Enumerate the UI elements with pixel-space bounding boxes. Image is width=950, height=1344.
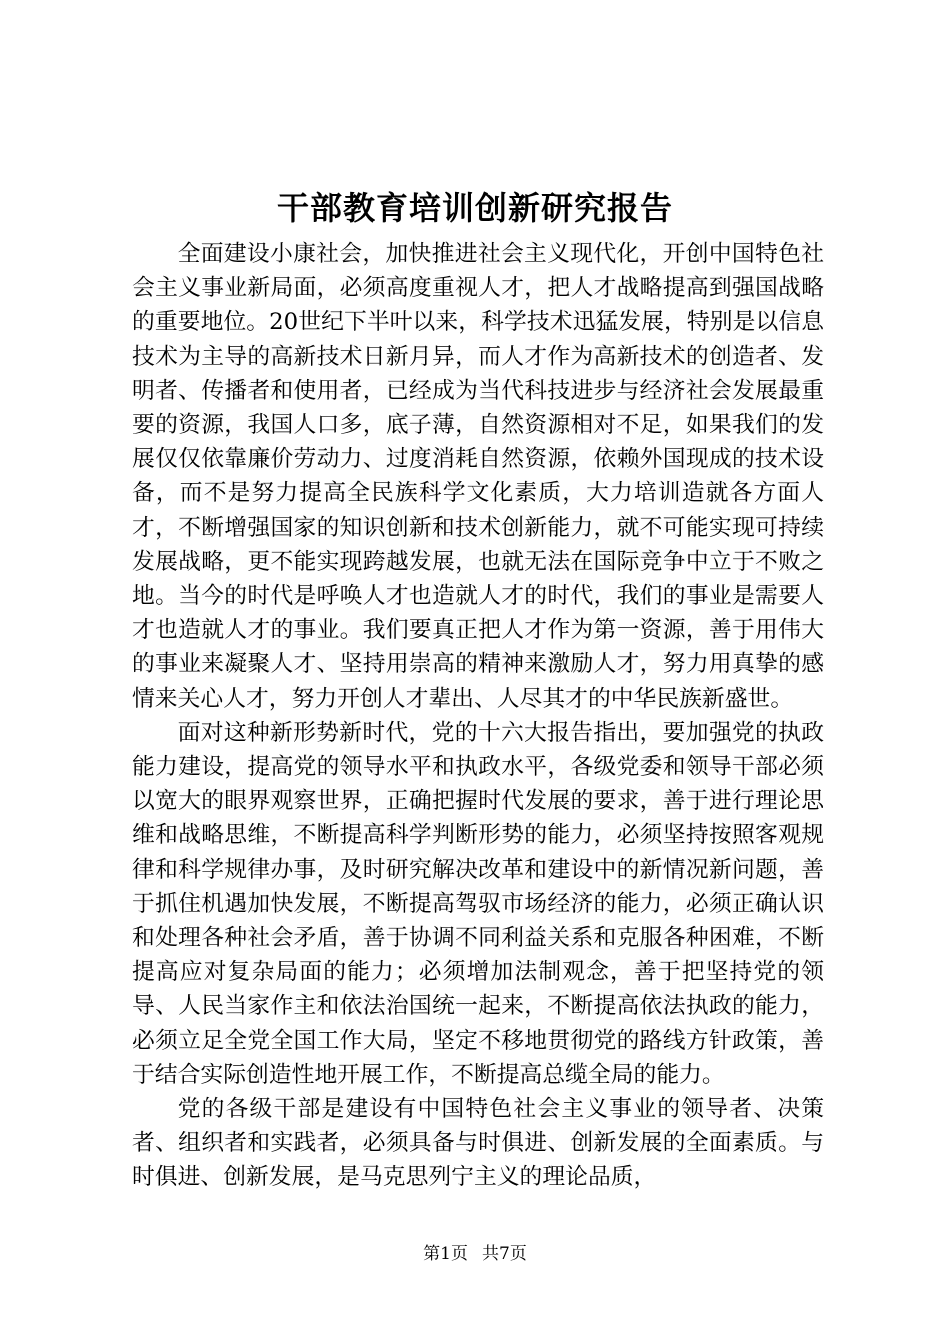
paragraph-1: 全面建设小康社会，加快推进社会主义现代化，开创中国特色社会主义事业新局面，必须高度重视人才，把人才战略提高到强国战略的重要地位。20世纪下半叶以来，科学技术迅猛发展，特别是以信息技术为主导的高新技术日新月异，而人才作为高新技术的创造者、发明者、传播者和使用者，已经成为当代科技进步与经济社会发展最重要的资源，我国人口多，底子薄，自然资源相对不足，如果我们的发展仅仅依靠廉价劳动力、过度消耗自然资源，依赖外国现成的技术设备，而不是努力提高全民族科学文化素质，大力培训造就各方面人才，不断增强国家的知识创新和技术创新能力，就不可能实现可持续发展战略，更不能实现跨越发展，也就无法在国际竞争中立于不败之地。当今的时代是呼唤人才也造就人才的时代，我们的事业是需要人才也造就人才的事业。我们要真正把人才作为第一资源，善于用伟大的事业来凝聚人才、坚持用崇高的精神来激励人才，努力用真挚的感情来关心人才，努力开创人才辈出、人尽其才的中华民族新盛世。 [132,241,824,712]
paragraph-2: 面对这种新形势新时代，党的十六大报告指出，要加强党的执政能力建设，提高党的领导水平和执政水平，各级党委和领导干部必须以宽大的眼界观察世界，正确把握时代发展的要求，善于进行理论思维和战略思维，不断提高科学判断形势的能力，必须坚持按照客观规律和科学规律办事，及时研究解决改革和建设中的新情况新问题，善于抓住机遇加快发展，不断提高驾驭市场经济的能力，必须正确认识和处理各种社会矛盾，善于协调不同利益关系和克服各种困难，不断提高应对复杂局面的能力；必须增加法制观念，善于把坚持党的领导、人民当家作主和依法治国统一起来，不断提高依法执政的能力，必须立足全党全国工作大局，坚定不移地贯彻党的路线方针政策，善于结合实际创造性地开展工作，不断提高总缆全局的能力。 [132,719,824,1088]
document-body [132,237,824,1195]
page-total: 共7页 [482,1244,527,1264]
paragraph-3: 党的各级干部是建设有中国特色社会主义事业的领导者、决策者、组织者和实践者，必须具备与时俱进、创新发展的全面素质。与时俱进、创新发展，是马克思列宁主义的理论品质， [132,1096,824,1191]
page-number: 第1页 [423,1244,468,1264]
page-footer [0,1242,950,1266]
document-title: 干部教育培训创新研究报告 [276,189,673,227]
